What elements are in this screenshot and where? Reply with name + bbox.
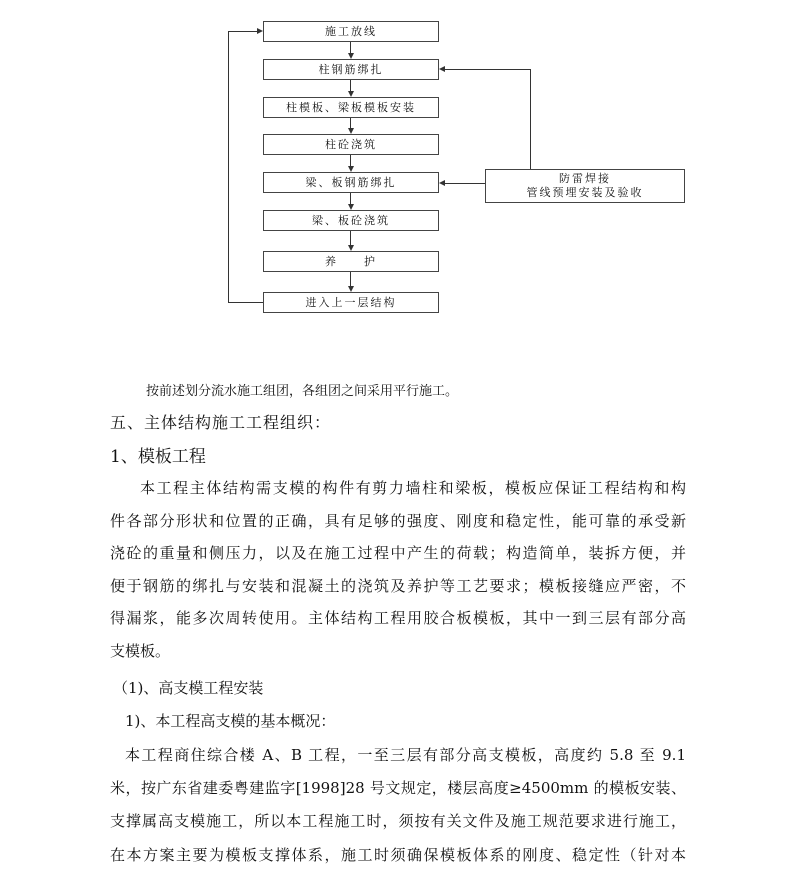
construction-flowchart: [0, 0, 793, 330]
arrow-down-icon: [348, 91, 354, 97]
flow-step-column-concrete: 柱砼浇筑: [263, 134, 439, 155]
flow-side-box-inspection: [485, 169, 685, 203]
flow-step-next-floor: 进入上一层结构: [263, 292, 439, 313]
connector: [350, 155, 351, 166]
flow-step-column-rebar: 柱钢筋绑扎: [263, 59, 439, 80]
paragraph-line: 得漏浆，能多次周转使用。主体结构工程用胶合板模板，其中一到三层有部分高: [110, 609, 686, 627]
feedback-line: [445, 69, 531, 70]
flow-step-curing: 养 护: [263, 251, 439, 272]
loop-back-line: [228, 302, 263, 303]
paragraph-line: 本工程商住综合楼 A、B 工程，一至三层有部分高支模板，高度约 5.8 至 9.1: [125, 746, 686, 764]
loop-back-line: [228, 31, 229, 303]
paragraph-line: 便于钢筋的绑扎与安装和混凝土的浇筑及养护等工艺要求；模板接缝应严密，不: [110, 577, 686, 595]
flow-note: 按前述划分流水施工组团，各组团之间采用平行施工。: [146, 384, 459, 399]
section-title: 五、主体结构施工工程组织：: [110, 413, 332, 432]
flow-step-formwork-install: 柱模板、梁板模板安装: [263, 97, 439, 118]
paragraph-line: 在本方案主要为模板支撑体系，施工时须确保模板体系的刚度、稳定性（针对本: [110, 846, 686, 864]
paragraph-line: 本工程主体结构需支模的构件有剪力墙柱和梁板，模板应保证工程结构和构: [140, 479, 686, 497]
connector: [350, 193, 351, 204]
connector: [350, 231, 351, 245]
connector: [350, 272, 351, 286]
item-high-formwork: （1)、高支模工程安装: [113, 679, 264, 697]
feedback-line: [530, 69, 531, 169]
paragraph-line: 支撑属高支模施工，所以本工程施工时，须按有关文件及施工规范要求进行施工，: [110, 812, 686, 830]
loop-back-line: [228, 31, 257, 32]
feedback-line: [445, 183, 485, 184]
subsection-title: 1、模板工程: [110, 447, 206, 467]
item-overview: 1)、本工程高支模的基本概况：: [125, 712, 336, 730]
arrow-right-icon: [257, 28, 263, 34]
flow-step-beam-slab-concrete: 梁、板砼浇筑: [263, 210, 439, 231]
arrow-down-icon: [348, 245, 354, 251]
arrow-down-icon: [348, 166, 354, 172]
arrow-down-icon: [348, 128, 354, 134]
connector: [350, 42, 351, 53]
connector: [350, 80, 351, 91]
arrow-left-icon: [439, 180, 445, 186]
arrow-down-icon: [348, 286, 354, 292]
paragraph-line: 件各部分形状和位置的正确，具有足够的强度、刚度和稳定性，能可靠的承受新: [110, 512, 686, 530]
flow-step-beam-slab-rebar: 梁、板钢筋绑扎: [263, 172, 439, 193]
flow-step-setting-out: 施工放线: [263, 21, 439, 42]
paragraph-line: 浇砼的重量和侧压力，以及在施工过程中产生的荷载；构造简单，装拆方便，并: [110, 544, 686, 562]
paragraph-line: 米，按广东省建委粤建监字[1998]28 号文规定，楼层高度≥4500mm 的模板安装、: [110, 779, 686, 797]
side-box-line2: 管线预埋安装及验收: [526, 186, 644, 199]
arrow-left-icon: [439, 66, 445, 72]
arrow-down-icon: [348, 204, 354, 210]
connector: [350, 118, 351, 128]
side-box-line1: 防雷焊接: [559, 172, 611, 185]
paragraph-line: 支模板。: [110, 642, 171, 660]
arrow-down-icon: [348, 53, 354, 59]
